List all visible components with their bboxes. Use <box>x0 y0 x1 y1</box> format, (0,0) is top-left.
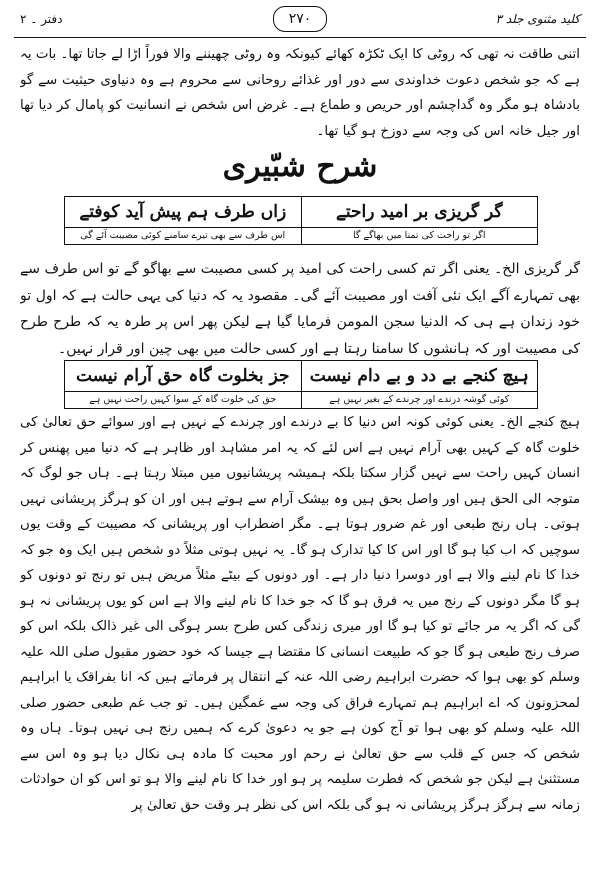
verse-right-misra: ہیچ کنجے بے دد و بے دام نیست <box>301 361 538 391</box>
translation-right: کوئی گوشہ درندے اور چرندے کے بغیر نہیں ہے <box>301 392 538 408</box>
verse-right-misra: گر گریزی بر امید راحتے <box>301 197 538 227</box>
verse-table-2 <box>64 360 538 409</box>
page-header <box>14 4 586 38</box>
translation-left: حق کی خلوت گاہ کے سوا کہیں راحت نہیں ہے <box>89 394 277 405</box>
book-title: کلید مثنوی جلد ۳ <box>495 12 580 26</box>
verse-table-1 <box>64 196 538 245</box>
paragraph-commentary-1: گر گریزی الخ۔ یعنی اگر تم کسی راحت کی امید پر کسی مصیبت سے بھاگو گے تو اس طرف سے بھی تمہارے آگے ایک نئی آفت اور مصیبت آئے گی۔ مقصود یہ کہ دنیا کی یہی حالت ہے کہ اول تو خود زندان ہے ہی کہ الدنیا سجن المومن فرمایا گیا ہے لیکن پھر اس پر طرہ یہ کہ طرح طرح کی مصیبت اور کہ ہانشوں کا سامنا رہتا ہے اور کسی حالت میں بھی چین اور قرار نہیں۔ <box>20 261 580 357</box>
translation-row <box>65 227 537 244</box>
section-title: شرح شبّیری <box>222 149 378 184</box>
paragraph-intro: اتنی طاقت نہ تھی کہ روٹی کا ایک ٹکڑہ کھائے کیونکہ وہ روٹی چھیننے والا فوراً اڑا لے جاتا تھا۔ بات یہ ہے کہ جو شخص دعوت خداوندی سے دور اور غذائے روحانی سے محروم ہے وہ دنیاوی حیثیت سے گو بادشاہ ہو مگر وہ گداچشم اور حریص و طماع ہے۔ غرض اس شخص نے انسانیت کو پامال کر دیا تھا اور جیل خانہ اس کی وجہ سے دوزخ ہو گیا تھا۔ <box>20 47 580 139</box>
translation-row <box>65 391 537 408</box>
volume-label: دفتر ۔ ۲ <box>20 12 63 26</box>
page-number: ۲۷۰ <box>273 6 327 32</box>
translation-right: اگر تو راحت کی تمنا میں بھاگے گا <box>301 228 538 244</box>
verse-left-misra: جز بخلوت گاہ حق آرام نیست <box>76 366 290 386</box>
verse-row <box>65 361 537 391</box>
translation-left: اس طرف سے بھی تیرے سامنے کوئی مصیبت آئے گی <box>80 230 286 241</box>
paragraph-commentary-2: ہیچ کنجے الخ۔ یعنی کوئی کونہ اس دنیا کا بے درندے اور چرندے کے نہیں ہے اور سوائے حق تعالیٰ کی خلوت گاہ کے کہیں بھی آرام نہیں ہے اس لئے کہ یہ امر مشاہد اور ظاہر ہے کہ دنیا میں پھنس کر انسان کہیں راحت سے نہیں گزار سکتا بلکہ ہمیشہ پریشانیوں میں مبتلا رہتا ہے۔ ہاں جو لوگ کہ متوجہ الی الحق ہیں اور واصل بحق ہیں وہ بیشک آرام سے ہوتے ہیں اور ان کو ہرگز پریشانی نہیں ہوتی۔ ہاں رنج طبعی اور غم ضرور ہوتا ہے۔ مگر اضطراب اور پریشانی کہ مصیبت کے وقت یوں سوچیں کہ اب کیا ہو گا اور اس کا کیا تدارک ہو گا۔ یہ نہیں ہوتی مثلاً دو شخص ہیں ایک وہ جو کہ خدا کا نام لینے والا ہے اور دوسرا دنیا دار ہے۔ اور دونوں کے بیٹے مثلاً مریض ہیں تو رنج تو دونوں کو ہو گا مگر دونوں کے رنج میں یہ فرق ہو گا کہ جو خدا کا نام لینے والا ہے اس کو یوں پریشانی نہ ہو گی کہ اگر یہ مر جائے تو کیا ہو گا اور میری زندگی کس طرح بسر ہوگی الی غیر ذالک بلکہ اس کو صرف رنج طبعی ہو گا جو کہ طبیعت انسانی کا مقتضا ہے جیسا کہ خود حضور مقبول صلی اللہ علیہ وسلم کو بھی ہوا کہ حضرت ابراہیم رضی اللہ عنہ کے انتقال پر فرماتے ہیں کہ انا بفراقک یا ابراہیم لمحزونون کہ اے ابراہیم ہم تمہارے فراق کی وجہ سے غمگین ہیں۔ تو جب غم طبعی حضور صلی اللہ علیہ وسلم کو بھی ہوا تو آج کون ہے جو یہ دعویٰ کرے کہ ہمیں رنج ہی نہیں ہوتا۔ ہاں وہ شخص کہ جس کے قلب سے حق تعالیٰ نے رحم اور محبت کا مادہ ہی نکال دیا ہو وہ اس سے مستثنیٰ ہے لیکن جو شخص کہ فطرت سلیمہ پر ہو اور خدا کا نام لینے والا ہو تو اس کو ان حوادثات زمانہ سے ہرگز ہرگز پریشانی نہ ہو گی بلکہ اس کی نظر ہر وقت حق تعالیٰ پر <box>20 415 580 813</box>
header-divider <box>14 37 586 38</box>
verse-left-misra: زاں طرف ہم پیش آید کوفتے <box>79 202 287 222</box>
verse-row <box>65 197 537 227</box>
